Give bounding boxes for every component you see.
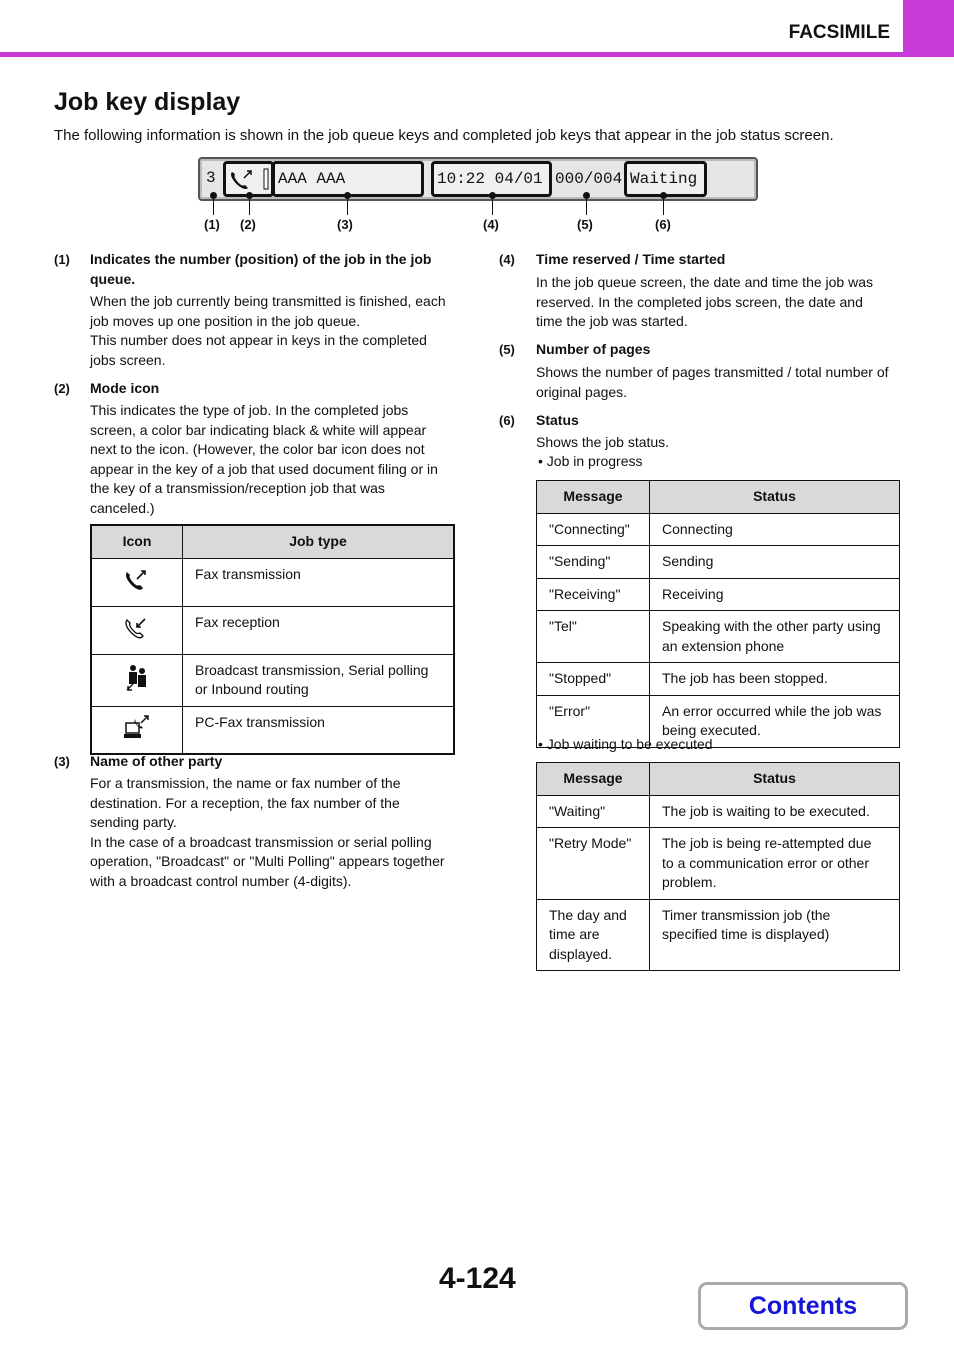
status-cell: The job is waiting to be executed. (650, 795, 900, 828)
callout-dot (489, 192, 496, 199)
text-line: screen, a color bar indicating black & white will appear (90, 421, 427, 438)
callout-dot (660, 192, 667, 199)
callout-dot (246, 192, 253, 199)
text-line: For a transmission, the name or fax number of the (90, 775, 401, 791)
callout-label: (4) (483, 217, 499, 232)
item-number: (6) (499, 413, 515, 428)
icon-cell (91, 654, 183, 706)
text-line: Broadcast transmission, Serial polling (195, 661, 429, 678)
column-header: Icon (91, 525, 183, 558)
table-row (537, 899, 900, 971)
text-line: Fax reception (195, 613, 280, 630)
text-line: Fax transmission (195, 565, 301, 582)
callout-label: (2) (240, 217, 256, 232)
item-description (536, 273, 873, 332)
header-accent-block (903, 0, 954, 54)
mode-icon-table (90, 524, 455, 755)
callout-dot (210, 192, 217, 199)
text-line: When the job currently being transmitted is finished, each (90, 293, 446, 309)
job-type-cell (183, 558, 455, 606)
status-cell (650, 611, 900, 663)
text-line: Shows the number of pages transmitted / total number of (536, 364, 889, 380)
table-row (537, 611, 900, 663)
message-cell: "Receiving" (537, 578, 650, 611)
column-header: Status (650, 763, 900, 796)
column-header: Status (650, 481, 900, 514)
message-cell: "Stopped" (537, 663, 650, 696)
fax-transmission-icon (226, 164, 271, 194)
key-pages: 000/004 (555, 170, 623, 188)
status-cell: The job has been stopped. (650, 663, 900, 696)
text-line: sending party. (90, 814, 177, 830)
text-line: Speaking with the other party using (662, 618, 881, 634)
table-row (537, 795, 900, 828)
text-line: being executed. (662, 722, 761, 738)
item-description (90, 774, 445, 891)
text-line: An error occurred while the job was (662, 702, 882, 719)
message-cell: "Tel" (537, 611, 650, 663)
item-heading (90, 249, 431, 289)
job-type-cell (183, 706, 455, 754)
item-description: Shows the job status. (536, 434, 670, 450)
page-number: 4-124 (439, 1262, 516, 1295)
item-description (90, 292, 446, 370)
table-row (537, 663, 900, 696)
text-line: The job is being re-attempted due (662, 835, 872, 851)
text-line: original pages. (536, 383, 628, 400)
text-line: next to the icon. (However, the color bar icon does not (90, 441, 425, 457)
status-cell (650, 899, 900, 971)
status-cell (650, 828, 900, 900)
item-number: (3) (54, 754, 70, 769)
column-header: Job type (183, 525, 455, 558)
callout-label: (1) (204, 217, 220, 232)
job-type-cell (183, 654, 455, 706)
table-row (537, 578, 900, 611)
key-time: 10:22 04/01 (437, 170, 543, 188)
text-line: problem. (662, 874, 717, 890)
section-title: FACSIMILE (788, 22, 890, 43)
icon-cell (91, 706, 183, 754)
table-row (91, 606, 454, 654)
status-cell: Connecting (650, 513, 900, 546)
icon-cell (91, 606, 183, 654)
table-row (537, 546, 900, 579)
text-line: The day and (549, 906, 627, 923)
item-description (536, 363, 889, 402)
pc-fax-icon (123, 713, 151, 741)
callout-dot (344, 192, 351, 199)
text-line: reserved. In the completed jobs screen, the date and (536, 293, 863, 310)
status-cell: Receiving (650, 578, 900, 611)
message-cell: "Error" (537, 695, 650, 747)
message-cell: "Waiting" (537, 795, 650, 828)
item-heading: Time reserved / Time started (536, 251, 726, 267)
text-line: time are (549, 926, 600, 942)
table-row (91, 558, 454, 606)
message-cell (537, 899, 650, 971)
column-header: Message (537, 481, 650, 514)
item-heading: Name of other party (90, 753, 223, 769)
callout-dot (583, 192, 590, 199)
status-cell: Sending (650, 546, 900, 579)
text-line: time the job was started. (536, 313, 688, 329)
page-title: Job key display (54, 88, 241, 116)
text-line: or Inbound routing (195, 681, 309, 697)
text-line: specified time is displayed) (662, 926, 830, 942)
key-status-box (624, 161, 707, 197)
text-line: to a communication error or other (662, 854, 869, 871)
text-line: displayed. (549, 945, 613, 962)
header-rule (0, 52, 954, 57)
item-number: (1) (54, 252, 70, 267)
item-heading: Number of pages (536, 341, 651, 357)
item-number: (4) (499, 252, 515, 267)
key-party-name: AAA AAA (278, 170, 346, 188)
bullet-job-waiting: • Job waiting to be executed (538, 736, 713, 752)
text-line: This number does not appear in keys in the completed (90, 332, 427, 348)
table-row (91, 654, 454, 706)
callout-label: (5) (577, 217, 593, 232)
item-heading-line: queue. (90, 271, 136, 287)
fax-transmission-icon (124, 566, 150, 592)
item-heading: Status (536, 412, 579, 428)
text-line: Timer transmission job (the (662, 906, 831, 923)
text-line: with a broadcast control number (4-digits). (90, 872, 352, 889)
text-line: jobs screen. (90, 351, 166, 368)
message-cell: "Retry Mode" (537, 828, 650, 900)
job-type-cell (183, 606, 455, 654)
text-line: This indicates the type of job. In the completed jobs (90, 402, 409, 418)
intro-text: The following information is shown in the job queue keys and completed job keys that appear in the job status screen. (54, 127, 834, 144)
column-header: Message (537, 763, 650, 796)
table-row (537, 828, 900, 900)
icon-cell (91, 558, 183, 606)
waiting-status-table (536, 762, 900, 971)
bullet-job-in-progress: • Job in progress (538, 453, 643, 469)
text-line: the key of a transmission/reception job that was (90, 480, 385, 496)
key-position-number: 3 (206, 169, 216, 187)
text-line: canceled.) (90, 499, 155, 516)
text-line: PC-Fax transmission (195, 713, 325, 730)
text-line: In the case of a broadcast transmission or serial polling (90, 833, 432, 850)
text-line: operation, "Broadcast" or "Multi Polling" appears together (90, 853, 445, 869)
text-line: In the job queue screen, the date and time the job was (536, 274, 874, 290)
progress-status-table (536, 480, 900, 748)
item-number: (2) (54, 381, 70, 396)
text-line: an extension phone (662, 637, 785, 654)
key-status: Waiting (630, 170, 698, 188)
text-line: appear in the key of a job that used document filing or in (90, 460, 438, 477)
message-cell: "Connecting" (537, 513, 650, 546)
item-number: (5) (499, 342, 515, 357)
fax-reception-icon (124, 614, 150, 640)
item-description (90, 401, 438, 518)
callout-label: (3) (337, 217, 353, 232)
callout-label: (6) (655, 217, 671, 232)
table-row (537, 513, 900, 546)
item-heading: Mode icon (90, 380, 160, 396)
contents-button[interactable]: Contents (698, 1282, 908, 1330)
message-cell: "Sending" (537, 546, 650, 579)
item-heading-line: Indicates the number (position) of the job in the job (90, 251, 432, 267)
text-line: destination. For a reception, the fax number of the (90, 794, 400, 811)
table-row (91, 706, 454, 754)
broadcast-icon (124, 662, 150, 692)
text-line: job moves up one position in the job queue. (90, 312, 361, 329)
